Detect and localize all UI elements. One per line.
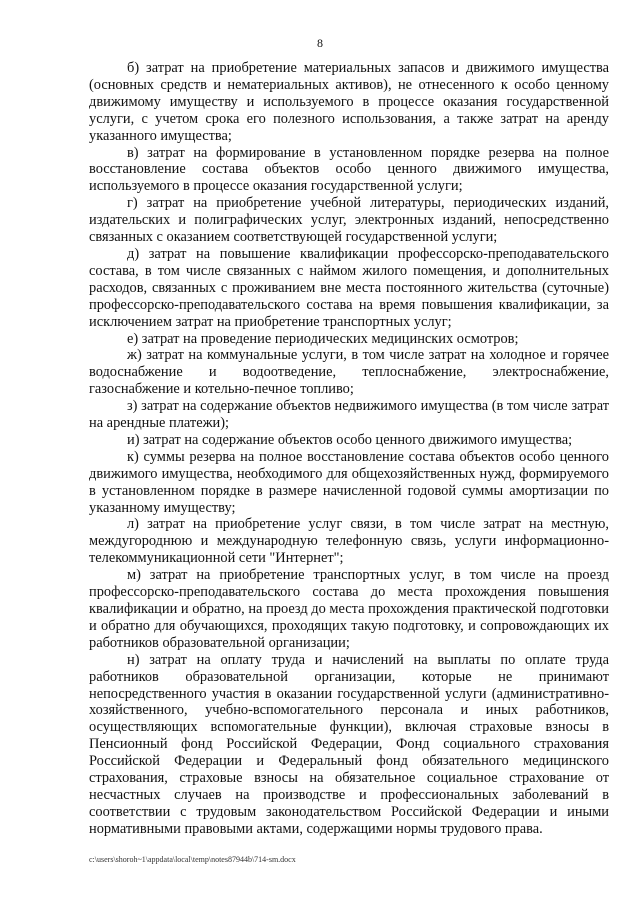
- footer-file-path: c:\users\shoroh~1\appdata\local\temp\notes87944b\714-sm.docx: [89, 855, 296, 864]
- paragraph-e: е) затрат на проведение периодических медицинских осмотров;: [127, 330, 519, 347]
- paragraph-v: в) затрат на формирование в установленном порядке резерва на полное восстановление состава объектов особо ценного движимого имущества, используемого в процессе оказания государственной услуги;: [89, 144, 609, 195]
- document-body: [89, 60, 609, 838]
- paragraph-b: б) затрат на приобретение материальных запасов и движимого имущества (основных средств и нематериальных активов), не отнесенного к особо ценному движимому имуществу и используемого в процессе оказания государственной услуги, с учетом срока его полезного использования, а также затрат на аренду указанного имущества;: [89, 60, 609, 144]
- paragraph-l: л) затрат на приобретение услуг связи, в том числе затрат на местную, междугороднюю и международную телефонную связь, услуги информационно-телекоммуникационной сети "Интернет";: [89, 516, 609, 567]
- paragraph-m: м) затрат на приобретение транспортных услуг, в том числе на проезд профессорско-преподавательского состава до места прохождения повышения квалификации и обратно, на проезд до места прохождения практической подготовки и обратно для обучающихся, проходящих такую подготовку, и сопровождающих их работников образовательной организации;: [89, 567, 609, 651]
- paragraph-k: к) суммы резерва на полное восстановление состава объектов особо ценного движимого имущества, необходимого для общехозяйственных нужд, формируемого в установленном порядке в размере начисленной годовой суммы амортизации по указанному имуществу;: [89, 448, 609, 516]
- paragraph-z: з) затрат на содержание объектов недвижимого имущества (в том числе затрат на арендные платежи);: [89, 398, 609, 432]
- paragraph-n: н) затрат на оплату труда и начислений на выплаты по оплате труда работников образовательной организации, которые не принимают непосредственного участия в оказании государственной услуги (административно-хозяйственного, учебно-вспомогательного персонала и иных работников, осуществляющих вспомогательные функции), включая страховые взносы в Пенсионный фонд Российской Федерации, Фонд социального страхования Российской Федерации и Федеральный фонд обязательного медицинского страхования, страховые взносы на обязательное социальное страхование от несчастных случаев на производстве и профессиональных заболеваний в соответствии с трудовым законодательством Российской Федерации и иными нормативными правовыми актами, содержащими нормы трудового права.: [89, 651, 609, 837]
- page-number: 8: [317, 36, 323, 50]
- paragraph-i: и) затрат на содержание объектов особо ценного движимого имущества;: [127, 431, 573, 448]
- paragraph-g: г) затрат на приобретение учебной литературы, периодических изданий, издательских и полиграфических услуг, электронных изданий, непосредственно связанных с оказанием соответствующей государственной услуги;: [89, 195, 609, 246]
- paragraph-zh: ж) затрат на коммунальные услуги, в том числе затрат на холодное и горячее водоснабжение и водоотведение, теплоснабжение, электроснабжение, газоснабжение и котельно-печное топливо;: [89, 347, 609, 398]
- paragraph-d: д) затрат на повышение квалификации профессорско-преподавательского состава, в том числе связанных с наймом жилого помещения, и дополнительных расходов, связанных с проживанием вне места постоянного жительства (суточные) профессорско-преподавательского состава на время повышения квалификации, за исключением затрат на приобретение транспортных услуг;: [89, 245, 609, 330]
